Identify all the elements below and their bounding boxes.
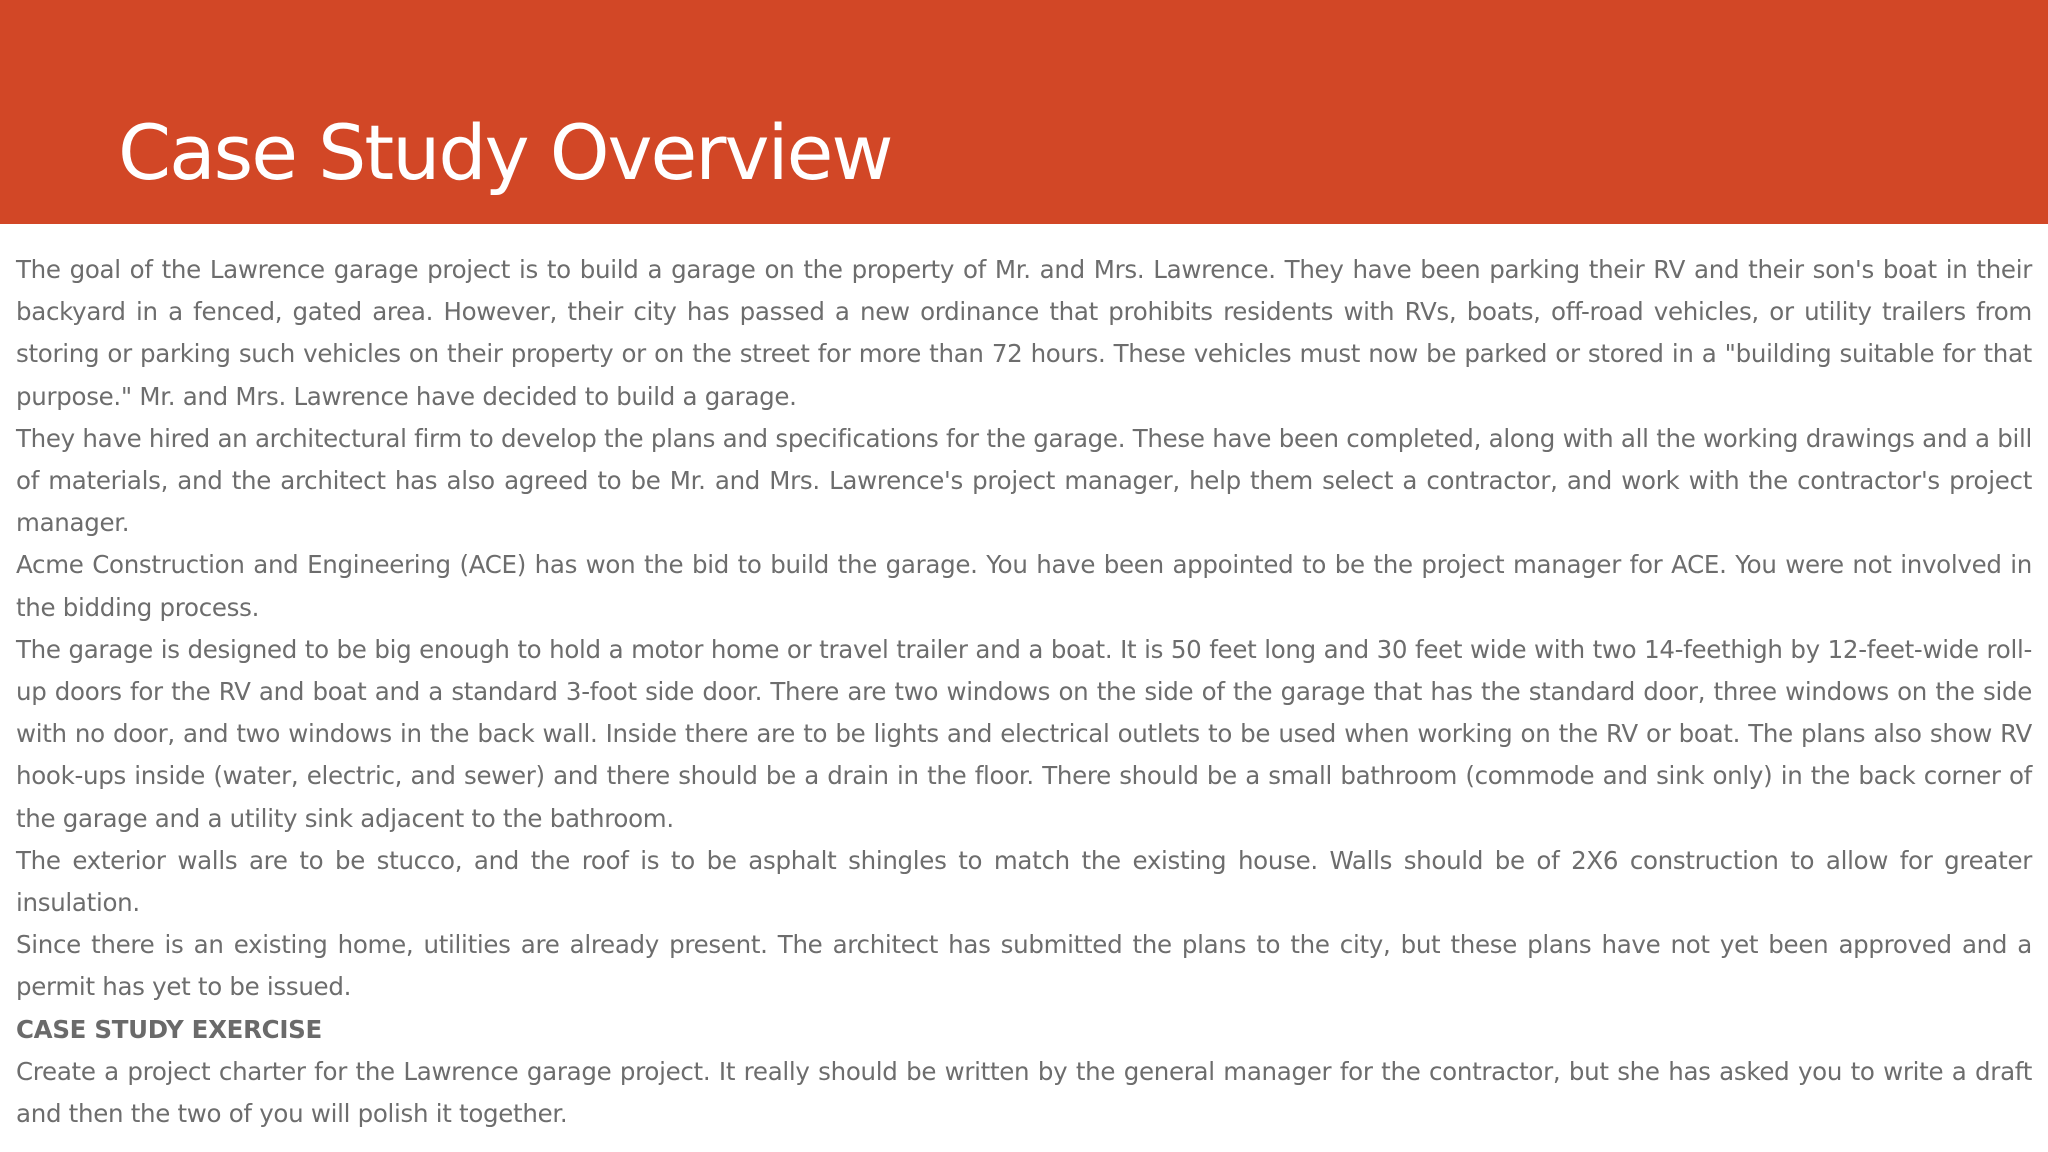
- paragraph-utilities: Since there is an existing home, utilities are already present. The architect has submitted the plans to the city, but these plans have not yet been approved and a permit has yet to be issued.: [16, 930, 2032, 1002]
- paragraph-architect: They have hired an architectural firm to develop the plans and specifications for the garage. These have been completed, along with all the working drawings and a bill of materials, and the architect has also agreed to be Mr. and Mrs. Lawrence's project manager, help them select a contractor, and work with the contractor's project manager.: [16, 423, 2032, 538]
- exercise-heading: CASE STUDY EXERCISE: [16, 1014, 322, 1044]
- header-band: [0, 0, 2048, 224]
- slide-body: [16, 249, 2032, 1135]
- paragraph-goal: The goal of the Lawrence garage project is to build a garage on the property of Mr. and Mrs. Lawrence. They have been parking their RV and their son's boat in their backyard in a fenced, gated area. However, their city has passed a new ordinance that prohibits residents with RVs, boats, off-road vehicles, or utility trailers from storing or parking such vehicles on their property or on the street for more than 72 hours. These vehicles must now be parked or stored in a "building suitable for that purpose." Mr. and Mrs. Lawrence have decided to build a garage.: [16, 255, 2032, 411]
- paragraph-garage-design: The garage is designed to be big enough to hold a motor home or travel trailer and a boat. It is 50 feet long and 30 feet wide with two 14-feethigh by 12-feet-wide roll-up doors for the RV and boat and a standard 3-foot side door. There are two windows on the side of the garage that has the standard door, three windows on the side with no door, and two windows in the back wall. Inside there are to be lights and electrical outlets to be used when working on the RV or boat. The plans also show RV hook-ups inside (water, electric, and sewer) and there should be a drain in the floor. There should be a small bathroom (commode and sink only) in the back corner of the garage and a utility sink adjacent to the bathroom.: [16, 634, 2032, 833]
- paragraph-ace: Acme Construction and Engineering (ACE) has won the bid to build the garage. You have been appointed to be the project manager for ACE. You were not involved in the bidding process.: [16, 550, 2032, 622]
- paragraph-exterior: The exterior walls are to be stucco, and the roof is to be asphalt shingles to match the existing house. Walls should be of 2X6 construction to allow for greater insulation.: [16, 845, 2032, 918]
- exercise-text: Create a project charter for the Lawrence garage project. It really should be written by the general manager for the contractor, but she has asked you to write a draft and then the two of you will polish it together.: [16, 1056, 2032, 1129]
- slide-title: Case Study Overview: [118, 108, 892, 197]
